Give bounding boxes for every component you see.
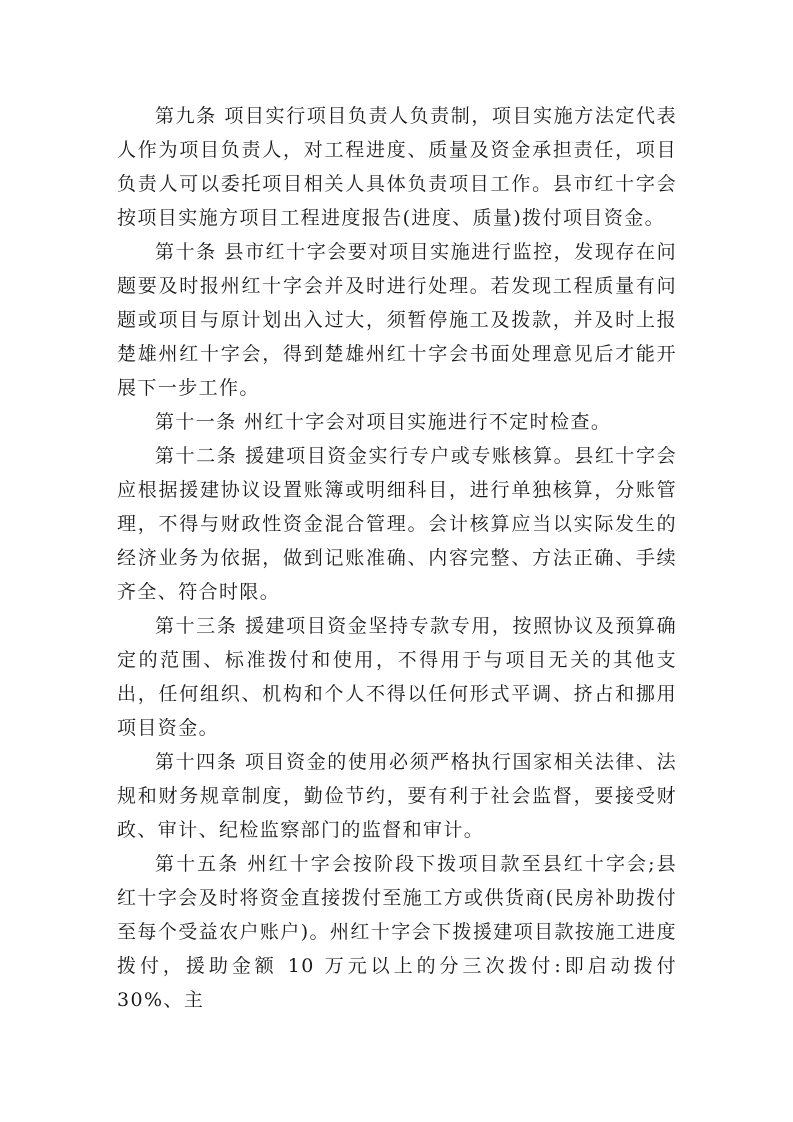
article-10-paragraph: 第十条 县市红十字会要对项目实施进行监控，发现存在问题要及时报州红十字会并及时进行处理。若发现工程质量有问题或项目与原计划出入过大，须暂停施工及拨款，并及时上报楚雄州红十字会，得到楚雄州红十字会书面处理意见后才能开展下一步工作。 — [117, 241, 677, 399]
article-11-paragraph: 第十一条 州红十字会对项目实施进行不定时检查。 — [155, 411, 612, 433]
document-page — [117, 99, 677, 1017]
article-12-paragraph: 第十二条 援建项目资金实行专户或专账核算。县红十字会应根据援建协议设置账簿或明细科目，进行单独核算，分账管理，不得与财政性资金混合管理。会计核算应当以实际发生的经济业务为依据，做到记账准确、内容完整、方法正确、手续齐全、符合时限。 — [117, 445, 677, 603]
article-9-paragraph: 第九条 项目实行项目负责人负责制，项目实施方法定代表人作为项目负责人，对工程进度、质量及资金承担责任，项目负责人可以委托项目相关人具体负责项目工作。县市红十字会按项目实施方项目工程进度报告(进度、质量)拨付项目资金。 — [117, 105, 677, 229]
article-13-paragraph: 第十三条 援建项目资金坚持专款专用，按照协议及预算确定的范围、标准拨付和使用，不得用于与项目无关的其他支出，任何组织、机构和个人不得以任何形式平调、挤占和挪用项目资金。 — [117, 615, 677, 739]
article-15-paragraph: 第十五条 州红十字会按阶段下拨项目款至县红十字会;县红十字会及时将资金直接拨付至施工方或供货商(民房补助拨付至每个受益农户账户)。州红十字会下拨援建项目款按施工进度拨付，援助金额 10 万元以上的分三次拨付:即启动拨付 30%、主 — [117, 853, 677, 1011]
article-14-paragraph: 第十四条 项目资金的使用必须严格执行国家相关法律、法规和财务规章制度，勤俭节约，要有利于社会监督，要接受财政、审计、纪检监察部门的监督和审计。 — [117, 751, 677, 841]
